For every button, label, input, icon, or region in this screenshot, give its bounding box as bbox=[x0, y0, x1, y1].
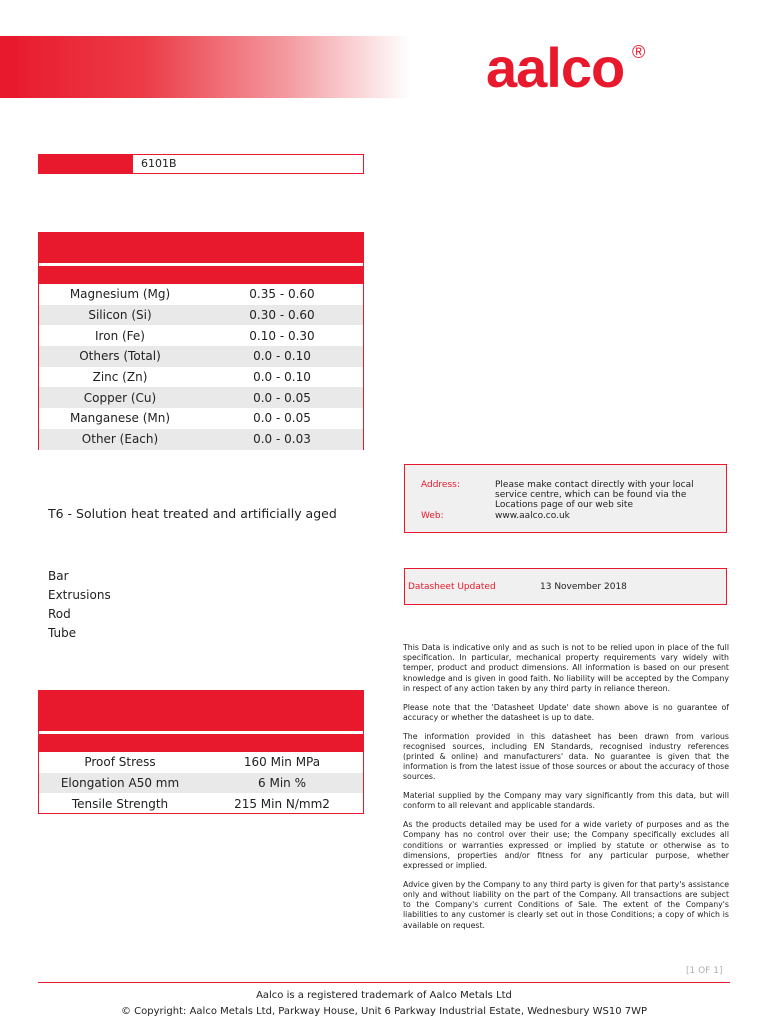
table-row bbox=[39, 793, 363, 814]
disclaimer-paragraph: As the products detailed may be used for a wide variety of purposes and as the Company has no control over their use; the Company specifically excludes all conditions or warranties expressed or implied by statute or otherwise as to dimensions, properties and/or fitness for any particular purpose, whether expressed or implied. bbox=[403, 820, 729, 871]
address-label: Address: bbox=[421, 480, 460, 490]
table-row bbox=[39, 429, 363, 450]
header-gradient-bar bbox=[0, 36, 410, 98]
composition-table bbox=[38, 232, 364, 450]
address-value bbox=[495, 480, 694, 510]
temper-text: T6 - Solution heat treated and artificially aged bbox=[48, 506, 337, 521]
row-label: Magnesium (Mg) bbox=[69, 287, 171, 302]
composition-rows bbox=[39, 284, 363, 450]
disclaimer-paragraph: Material supplied by the Company may vary significantly from this data, but will conform to all relevant and applicable standards. bbox=[403, 791, 729, 811]
table-row bbox=[39, 773, 363, 794]
header-accent-tab bbox=[0, 36, 18, 98]
table-row bbox=[39, 346, 363, 367]
row-label: Tensile Strength bbox=[71, 796, 169, 811]
address-line: Please make contact directly with your local bbox=[495, 480, 694, 490]
table-row bbox=[39, 367, 363, 388]
table-row bbox=[39, 387, 363, 408]
table-row bbox=[39, 325, 363, 346]
table-row bbox=[39, 408, 363, 429]
row-label: Proof Stress bbox=[84, 755, 156, 770]
disclaimer bbox=[403, 643, 729, 939]
alloy-designation-box bbox=[38, 154, 364, 174]
updated-label: Datasheet Updated bbox=[408, 582, 496, 592]
row-value: 0.30 - 0.60 bbox=[249, 308, 315, 323]
composition-title-band bbox=[39, 233, 363, 263]
mechanical-table bbox=[38, 690, 364, 814]
address-line: Locations page of our web site bbox=[495, 500, 633, 510]
row-label: Zinc (Zn) bbox=[92, 370, 148, 385]
row-value: 215 Min N/mm2 bbox=[234, 796, 330, 811]
registered-mark: ® bbox=[632, 42, 646, 62]
disclaimer-paragraph: The information provided in this datasheet has been drawn from various recognised sources, including EN Standards, recognised industry references (printed & online) and manufacturers' data. No guarantee is given that the information is from the latest issue of those sources or about the accuracy of those sources. bbox=[403, 731, 729, 782]
disclaimer-paragraph: This Data is indicative only and as such is not to be relied upon in place of the full specification. In particular, mechanical property requirements vary widely with temper, product and product dimensions. All information is based on our present knowledge and is given in good faith. No liability will be accepted by the Company in respect of any action taken by any third party in reliance thereon. bbox=[403, 643, 729, 693]
form-item: Extrusions bbox=[48, 588, 111, 602]
row-value: 0.0 - 0.05 bbox=[253, 390, 311, 405]
row-label: Iron (Fe) bbox=[95, 328, 145, 343]
datasheet-updated-box bbox=[404, 568, 727, 605]
row-label: Manganese (Mn) bbox=[69, 411, 171, 426]
mechanical-rows bbox=[39, 752, 363, 814]
page-indicator: [1 OF 1] bbox=[686, 966, 723, 976]
row-label: Copper (Cu) bbox=[83, 390, 157, 405]
row-value: 0.0 - 0.05 bbox=[253, 411, 311, 426]
alloy-designation: 6101B bbox=[141, 157, 177, 170]
form-item: Tube bbox=[48, 626, 77, 640]
aalco-logo: aalco bbox=[486, 36, 625, 99]
row-label: Elongation A50 mm bbox=[60, 776, 180, 791]
row-label: Silicon (Si) bbox=[88, 308, 152, 323]
disclaimer-paragraph: Please note that the 'Datasheet Update' date shown above is no guarantee of accuracy or whether the datasheet is up to date. bbox=[403, 702, 729, 722]
address-line: service centre, which can be found via the bbox=[495, 490, 687, 500]
row-value: 0.35 - 0.60 bbox=[249, 287, 315, 302]
mechanical-title-band bbox=[39, 691, 363, 731]
web-link[interactable]: www.aalco.co.uk bbox=[495, 511, 570, 521]
row-value: 6 Min % bbox=[258, 776, 306, 791]
row-value: 0.0 - 0.10 bbox=[253, 349, 311, 364]
row-label: Other (Each) bbox=[81, 432, 159, 447]
footer-divider bbox=[38, 982, 730, 983]
table-row bbox=[39, 752, 363, 773]
table-row bbox=[39, 305, 363, 326]
table-row bbox=[39, 284, 363, 305]
mechanical-header-band bbox=[39, 734, 363, 752]
row-value: 160 Min MPa bbox=[243, 755, 321, 770]
row-value: 0.0 - 0.10 bbox=[253, 370, 311, 385]
footer-trademark: Aalco is a registered trademark of Aalco Metals Ltd bbox=[256, 990, 512, 1001]
row-label: Others (Total) bbox=[79, 349, 161, 364]
contact-box bbox=[404, 464, 727, 533]
alloy-label-band bbox=[39, 155, 133, 173]
updated-date: 13 November 2018 bbox=[540, 582, 627, 592]
web-label: Web: bbox=[421, 511, 444, 521]
form-item: Rod bbox=[48, 607, 71, 621]
row-value: 0.10 - 0.30 bbox=[249, 328, 315, 343]
form-item: Bar bbox=[48, 569, 69, 583]
row-value: 0.0 - 0.03 bbox=[253, 432, 311, 447]
footer-copyright: © Copyright: Aalco Metals Ltd, Parkway House, Unit 6 Parkway Industrial Estate, Wednesbury WS10 7WP bbox=[120, 1006, 648, 1017]
composition-header-band bbox=[39, 266, 363, 284]
disclaimer-paragraph: Advice given by the Company to any third party is given for that party's assistance only and without liability on the part of the Company. All transactions are subject to the Company's current Conditions of Sale. The extent of the Company's liabilities to any customer is clearly set out in those Conditions; a copy of which is available on request. bbox=[403, 879, 729, 930]
